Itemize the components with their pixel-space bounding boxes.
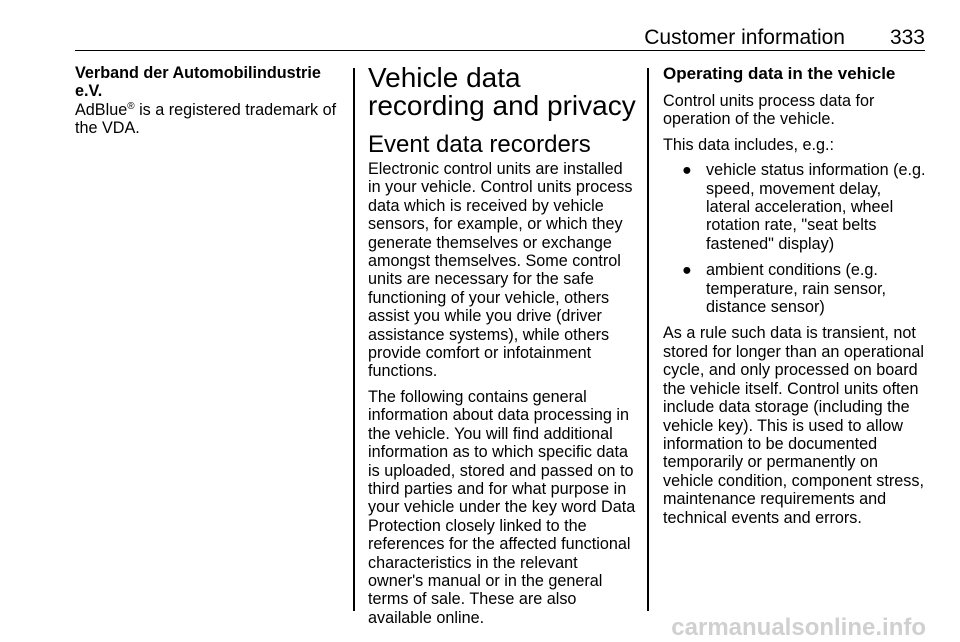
list-item [663,161,929,253]
bullet-icon: ● [682,161,692,180]
subsection-heading: Event data recorders [368,131,591,158]
paragraph: Control units process data for operation of the vehicle. [663,92,875,129]
trademark-note [75,101,345,138]
paragraph: The following contains general information about data processing in the vehicle. You will find additional information as to which specific data is uploaded, stored and passed on to third parties and for what purpose in your vehicle under the key word Data Protection closely linked to the references for the affected functional characteristics in the relevant owner's manual or in the general terms of sale. These are also available online. [368,387,636,627]
org-name: Verband der Automobilindustrie e.V. [75,64,321,101]
watermark: carmanualsonline.info [671,614,926,641]
bullet-icon: ● [682,261,692,280]
subsection-heading: Operating data in the vehicle [663,64,896,83]
bullet-list [663,161,929,316]
adblue-word: AdBlue [75,100,128,119]
list-item [663,261,929,316]
page-number: 333 [889,26,925,49]
column-divider-1 [353,68,355,611]
registered-mark: ® [127,100,135,112]
column-2 [368,64,636,634]
paragraph: As a rule such data is transient, not stored for longer than an operational cycle, and only processed on board the vehicle itself. Control units often include data storage (including the vehicle key). This is used to allow information to be documented temporarily or permanently on vehicle condition, component stress, maintenance requirements and technical events and errors. [663,324,924,527]
column-divider-2 [647,68,649,611]
section-heading: Vehicle data recording and privacy [368,62,636,121]
list-item-text: ambient conditions (e.g. temperature, rain sensor, distance sensor) [706,261,886,317]
list-intro: This data includes, e.g.: [663,135,834,154]
paragraph: Electronic control units are installed in your vehicle. Control units process data which is received by vehicle sensors, for example, or which they generate themselves or exchange amongst themselves. Some control units are necessary for the safe functioning of your vehicle, others assist you while you drive (driver assistance systems), while others provide comfort or infotainment functions. [368,160,633,381]
trademark-text: is a registered trademark of the VDA. [75,100,337,138]
column-3 [663,64,929,534]
list-item-text: vehicle status information (e.g. speed, movement delay, lateral acceleration, wheel rotation rate, "seat belts fastened" display) [706,161,926,253]
column-1 [75,64,345,145]
page-header [75,26,925,51]
section-title: Customer information [644,26,845,49]
